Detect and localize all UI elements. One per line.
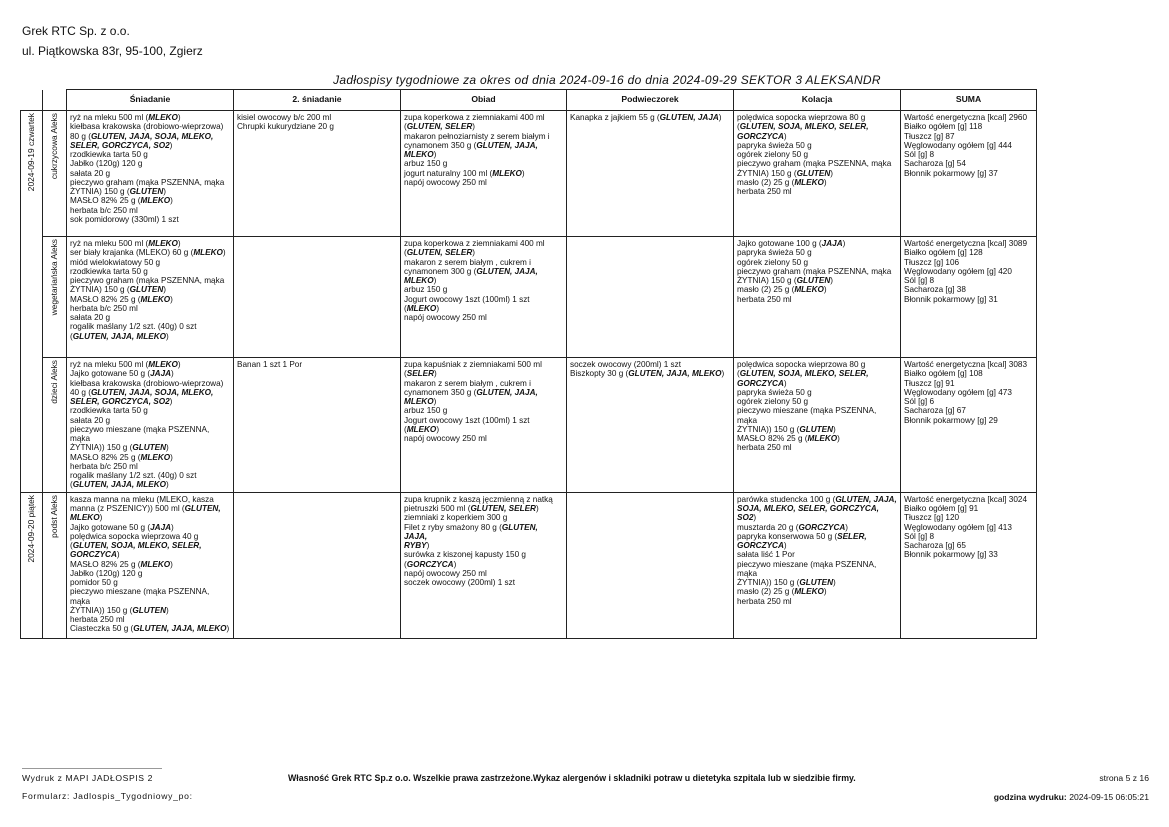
nutrition-summary-cell — [901, 492, 1037, 638]
meal-cell — [234, 358, 401, 493]
header-blank — [43, 90, 67, 111]
allergen-label: MLEKO — [794, 587, 824, 597]
table-row — [21, 492, 1037, 638]
nutrition-line: Białko ogółem [g] 128 — [904, 248, 983, 258]
meal-item-line: (GLUTEN, SELER) — [404, 248, 475, 258]
meal-item-line: herbata 250 ml — [70, 615, 125, 625]
meal-item-line: cynamonem 300 g (GLUTEN, JAJA, — [404, 266, 538, 276]
meal-item-line: herbata 250 ml — [737, 443, 792, 453]
meal-item-line: Jogurt owocowy 1szt (100ml) 1 szt (MLEKO) — [404, 415, 530, 434]
diet-cell — [43, 111, 67, 237]
meal-item-line: ryż na mleku 500 ml (MLEKO) — [70, 239, 181, 248]
meal-cell — [734, 492, 901, 638]
meal-item-line: MLEKO) — [404, 276, 437, 286]
meal-item-line: (GLUTEN, SOJA, MLEKO, SELER, — [70, 541, 202, 551]
meal-item-line: SELER, GORCZYCA, SO2) — [70, 140, 173, 150]
allergen-label: GLUTEN, JAJA, — [835, 494, 897, 504]
meal-item-line: sałata 20 g — [70, 313, 111, 323]
allergen-label: MLEKO — [140, 452, 171, 462]
meal-item-line: ŻYTNIA) 150 g (GLUTEN) — [737, 168, 834, 178]
meal-cell — [567, 237, 734, 358]
meal-item-line: miód wielokwiatowy 50 g — [70, 257, 161, 267]
nutrition-line: Węglowodany ogółem [g] 444 — [904, 140, 1012, 150]
meal-item-line: MASŁO 82% 25 g (MLEKO) — [737, 434, 840, 444]
allergen-label: GLUTEN, SELER — [406, 122, 473, 132]
footer-form-name: Formularz: Jadlospis_Tygodniowy_po: — [22, 791, 193, 801]
meal-item-line: ŻYTNIA)) 150 g (GLUTEN) — [70, 605, 169, 615]
meal-item-line: zupa koperkowa z ziemniakami 400 ml — [404, 239, 545, 248]
meal-item-line: rogalik maślany 1/2 szt. (40g) 0 szt — [70, 471, 197, 481]
nutrition-line: Wartość energetyczna [kcal] 2960 — [904, 113, 1028, 122]
meal-item-line: polędwica sopocka wieprzowa 80 g — [737, 360, 866, 369]
diet-name: wegetariańska Aleks — [48, 239, 59, 316]
meal-item-line: napój owocowy 250 ml — [404, 177, 487, 187]
allergen-label: GLUTEN, SOJA, MLEKO, SELER, — [72, 541, 202, 551]
meal-item-line: Chrupki kukurydziane 20 g — [237, 122, 334, 132]
meal-item-line: rzodkiewka tarta 50 g — [70, 266, 148, 276]
meal-item-line: (GLUTEN, JAJA, MLEKO) — [70, 331, 169, 341]
meal-item-line: jogurt naturalny 100 ml (MLEKO) — [404, 168, 525, 178]
meal-item-line — [737, 504, 897, 513]
allergen-label: JAJA — [150, 369, 172, 379]
meal-item-line: (GORCZYCA) — [404, 559, 457, 569]
allergen-label: GLUTEN, JAJA, SOJA, MLEKO, — [90, 387, 214, 397]
meal-item-line: kiełbasa krakowska (drobiowo-wieprzowa) — [70, 122, 224, 132]
allergen-label: GLUTEN, JAJA, SOJA, MLEKO, — [90, 131, 214, 141]
meal-item-line: rogalik maślany 1/2 szt. (40g) 0 szt — [70, 322, 197, 332]
allergen-label: GLUTEN, SOJA, MLEKO, SELER, — [739, 122, 869, 132]
allergen-label: GLUTEN, JAJA, MLEKO — [133, 624, 227, 634]
meal-item-line: GORCZYCA) — [737, 541, 787, 551]
allergen-label: SELER, — [837, 531, 867, 541]
meal-item-line: Filet z ryby smażony 80 g (GLUTEN, JAJA, — [404, 522, 538, 541]
allergen-label: SELER, GORCZYCA, SO2 — [70, 140, 170, 150]
allergen-label: GLUTEN — [799, 578, 834, 588]
diet-name: podst Aleks — [48, 494, 59, 538]
meal-item-line: MASŁO 82% 25 g (MLEKO) — [70, 196, 173, 206]
allergen-label: GORCZYCA — [737, 378, 784, 388]
meal-item-line: papryka konserwowa 50 g (SELER, — [737, 531, 867, 541]
meal-item-line: arbuz 150 g — [404, 159, 448, 169]
meal-cell — [567, 358, 734, 493]
meal-item-line: ŻYTNIA) 150 g (GLUTEN) — [737, 276, 834, 286]
day-date: 2024-09-19 czwartek — [25, 113, 36, 192]
meal-item-line: MLEKO) — [404, 150, 437, 160]
table-row — [21, 358, 1037, 493]
meal-item-line: herbata b/c 250 ml — [70, 205, 138, 215]
meal-item-line: Kanapka z jajkiem 55 g (GLUTEN, JAJA) — [570, 113, 722, 122]
allergen-label: GLUTEN, JAJA, MLEKO — [72, 331, 166, 341]
table-row — [21, 237, 1037, 358]
meal-item-line: makaron z serem białym , cukrem i — [404, 378, 531, 388]
meal-item-line: ogórek zielony 50 g — [737, 397, 809, 407]
print-time-label: godzina wydruku: — [993, 792, 1067, 802]
allergen-label: GLUTEN, SOJA, MLEKO, SELER, — [739, 369, 869, 379]
meal-cell — [67, 492, 234, 638]
allergen-label: GLUTEN, JAJA, MLEKO — [72, 480, 166, 490]
meal-item-line: kasza manna na mleku (MLEKO, kasza — [70, 494, 214, 504]
allergen-label: MLEKO — [70, 513, 100, 523]
allergen-label: MLEKO — [193, 248, 223, 258]
nutrition-line: Tłuszcz [g] 106 — [904, 257, 960, 267]
nutrition-line: Białko ogółem [g] 118 — [904, 122, 983, 132]
meal-item-line: Jajko gotowane 50 g (JAJA) — [70, 369, 174, 379]
meal-item-line: ŻYTNIA)) 150 g (GLUTEN) — [70, 443, 169, 453]
meal-item-line: MASŁO 82% 25 g (MLEKO) — [70, 452, 173, 462]
footer-copyright: Własność Grek RTC Sp.z o.o. Wszelkie prawa zastrzeżone.Wykaz alergenów i skladniki potraw u dietetyka szpitala lub w siedzibie firmy. — [288, 773, 856, 783]
allergen-label: SELER — [406, 369, 435, 379]
company-name: Grek RTC Sp. z o.o. — [22, 24, 130, 38]
nutrition-line: Wartość energetyczna [kcal] 3083 — [904, 360, 1028, 369]
meal-cell — [67, 358, 234, 493]
allergen-label: MLEKO — [140, 196, 171, 206]
meal-item-line: herbata b/c 250 ml — [70, 303, 138, 313]
meal-item-line: Jajko gotowane 50 g (JAJA) — [70, 522, 174, 532]
day-date-cell — [21, 111, 43, 493]
nutrition-line: Węglowodany ogółem [g] 413 — [904, 522, 1012, 532]
meal-cell — [734, 358, 901, 493]
meal-item-line: parówka studencka 100 g (GLUTEN, JAJA, — [737, 494, 897, 504]
meal-item-line: (GLUTEN, JAJA, MLEKO) — [70, 480, 169, 490]
nutrition-line: Sacharoza [g] 65 — [904, 541, 966, 551]
meal-item-line: pieczywo graham (mąka PSZENNA, mąka — [70, 177, 225, 187]
allergen-label: GLUTEN — [799, 424, 834, 434]
meal-item-line: pomidor 50 g — [70, 578, 118, 588]
document-title: Jadłospisy tygodniowe za okres od dnia 2024-09-16 do dnia 2024-09-29 SEKTOR 3 ALEKSANDR — [333, 73, 881, 87]
allergen-label: GLUTEN, JAJA, — [404, 522, 538, 541]
meal-item-line: (GLUTEN, SELER) — [404, 122, 475, 132]
meal-item-line: musztarda 20 g (GORCZYCA) — [737, 522, 849, 532]
allergen-label: GORCZYCA — [737, 541, 784, 551]
meal-cell — [67, 237, 234, 358]
meal-item-line: sałata 20 g — [70, 168, 111, 178]
nutrition-line: Sól [g] 6 — [904, 397, 935, 407]
nutrition-line: Białko ogółem [g] 108 — [904, 369, 983, 379]
print-time — [994, 792, 1149, 802]
meal-item-line: sałata 20 g — [70, 415, 111, 425]
allergen-label: MLEKO — [140, 559, 171, 569]
meal-item-line: soczek owocowy (200ml) 1 szt — [570, 360, 682, 369]
meal-cell — [734, 237, 901, 358]
meal-item-line: papryka świeża 50 g — [737, 387, 812, 397]
meal-item-line: kisiel owocowy b/c 200 ml — [237, 113, 332, 122]
meal-item-line: (GLUTEN, SOJA, MLEKO, SELER, — [737, 122, 869, 132]
meal-item-line: ŻYTNIA) 150 g (GLUTEN) — [70, 285, 167, 295]
allergen-label: MLEKO — [794, 285, 824, 295]
allergen-label: GORCZYCA — [798, 522, 846, 532]
meal-item-line: masło (2) 25 g (MLEKO) — [737, 587, 827, 597]
meal-cell — [567, 492, 734, 638]
day-date-cell — [21, 492, 43, 638]
meal-item-line: papryka świeża 50 g — [737, 248, 812, 258]
meal-item-line: ser biały krajanka (MLEKO) 60 g (MLEKO) — [70, 248, 226, 258]
nutrition-summary-cell — [901, 358, 1037, 493]
meal-item-line: napój owocowy 250 ml — [404, 313, 487, 323]
allergen-label: GLUTEN — [129, 285, 164, 295]
header-blank — [21, 90, 43, 111]
allergen-label: MLEKO — [148, 239, 178, 248]
allergen-label: GORCZYCA — [70, 550, 117, 560]
meal-item-line: soczek owocowy (200ml) 1 szt — [404, 578, 516, 588]
meal-item-line: 40 g (GLUTEN, JAJA, SOJA, MLEKO, — [70, 387, 214, 397]
allergen-label: GORCZYCA — [406, 559, 454, 569]
diet-name: cukrzycowa Aleks — [48, 113, 59, 180]
meal-item-line: Biszkopty 30 g (GLUTEN, JAJA, MLEKO) — [570, 369, 725, 379]
column-header: Podwieczorek — [567, 90, 734, 111]
meal-item-line: cynamonem 350 g (GLUTEN, JAJA, — [404, 387, 538, 397]
page-number: strona 5 z 16 — [1099, 773, 1149, 783]
meal-item-line: polędwica sopocka wieprzowa 40 g — [70, 531, 199, 541]
nutrition-line: Wartość energetyczna [kcal] 3024 — [904, 494, 1028, 504]
nutrition-line: Węglowodany ogółem [g] 473 — [904, 387, 1012, 397]
diet-cell — [43, 237, 67, 358]
meal-item-line: GORCZYCA) — [70, 550, 120, 560]
allergen-label: GLUTEN, — [184, 503, 221, 513]
allergen-label: JAJA — [150, 522, 172, 532]
meal-item-line: Ciasteczka 50 g (GLUTEN, JAJA, MLEKO) — [70, 624, 230, 634]
nutrition-line: Sacharoza [g] 38 — [904, 285, 966, 295]
diet-cell — [43, 358, 67, 493]
allergen-label: MLEKO — [492, 168, 522, 178]
meal-item-line: makaron z serem białym , cukrem i — [404, 257, 531, 267]
meal-item-line: herbata 250 ml — [737, 187, 792, 197]
meal-item-line: zupa kapuśniak z ziemniakami 500 ml — [404, 360, 542, 369]
diet-name: dzieci Aleks — [48, 360, 59, 404]
allergen-label: GLUTEN, JAJA — [659, 113, 719, 122]
meal-item-line: herbata 250 ml — [737, 596, 792, 606]
day-date: 2024-09-20 piątek — [25, 494, 36, 563]
meal-item-line: ryż na mleku 500 ml (MLEKO) — [70, 360, 181, 369]
allergen-label: GLUTEN — [132, 605, 167, 615]
meal-item-line: arbuz 150 g — [404, 285, 448, 295]
meal-item-line: MASŁO 82% 25 g (MLEKO) — [70, 559, 173, 569]
allergen-label: SOJA, MLEKO, SELER, GORCZYCA, — [737, 503, 879, 513]
company-address: ul. Piątkowska 83r, 95-100, Zgierz — [22, 44, 203, 58]
allergen-label: MLEKO — [140, 294, 171, 304]
meal-cell — [734, 111, 901, 237]
column-header: Obiad — [401, 90, 567, 111]
footer-print-source: Wydruk z MAPI JADŁOSPIS 2 — [22, 773, 153, 783]
print-time-value: 2024-09-15 06:05:21 — [1069, 792, 1149, 802]
meal-item-line: MASŁO 82% 25 g (MLEKO) — [70, 294, 173, 304]
allergen-label: MLEKO — [148, 360, 178, 369]
allergen-label: GLUTEN — [796, 168, 831, 178]
nutrition-line: Sacharoza [g] 54 — [904, 159, 966, 169]
meal-item-line: SO2) — [737, 513, 757, 523]
allergen-label: GLUTEN, JAJA, — [476, 387, 538, 397]
allergen-label: MLEKO — [406, 424, 437, 434]
meal-item-line: pieczywo mieszane (mąka PSZENNA, mąka — [70, 424, 210, 444]
meal-item-line: ryż na mleku 500 ml (MLEKO) — [70, 113, 181, 122]
meal-item-line: sałata liść 1 Por — [737, 550, 795, 560]
meal-item-line: pieczywo graham (mąka PSZENNA, mąka — [737, 159, 892, 169]
allergen-label: MLEKO — [406, 303, 437, 313]
table-row — [21, 111, 1037, 237]
nutrition-summary-cell — [901, 111, 1037, 237]
meal-item-line: MLEKO) — [404, 397, 437, 407]
nutrition-line: Sól [g] 8 — [904, 276, 935, 286]
meal-cell — [401, 237, 567, 358]
nutrition-line: Błonnik pokarmowy [g] 29 — [904, 415, 998, 425]
footer-divider — [22, 768, 162, 769]
meal-item-line: polędwica sopocka wieprzowa 80 g — [737, 113, 866, 122]
meal-item-line: rzodkiewka tarta 50 g — [70, 150, 148, 160]
meal-item-line: zupa koperkowa z ziemniakami 400 ml — [404, 113, 545, 122]
meal-cell — [401, 358, 567, 493]
meal-item-line: masło (2) 25 g (MLEKO) — [737, 177, 827, 187]
allergen-label: MLEKO — [148, 113, 178, 122]
meal-cell — [567, 111, 734, 237]
meal-item-line: (GLUTEN, SOJA, MLEKO, SELER, — [737, 369, 869, 379]
meal-item-line: cynamonem 350 g (GLUTEN, JAJA, — [404, 140, 538, 150]
allergen-label: GLUTEN, SELER — [470, 503, 536, 513]
meal-item-line: napój owocowy 250 ml — [404, 434, 487, 444]
meal-cell — [67, 111, 234, 237]
meal-item-line: ogórek zielony 50 g — [737, 150, 809, 160]
allergen-label: GLUTEN, JAJA, — [476, 266, 538, 276]
meal-item-line: pieczywo mieszane (mąka PSZENNA, mąka — [737, 559, 877, 578]
meal-item-line: papryka świeża 50 g — [737, 140, 812, 150]
meal-item-line: kiełbasa krakowska (drobiowo-wieprzowa) — [70, 378, 224, 388]
nutrition-line: Wartość energetyczna [kcal] 3089 — [904, 239, 1028, 248]
meal-item-line: ŻYTNIA)) 150 g (GLUTEN) — [737, 424, 836, 434]
meal-item-line: 80 g (GLUTEN, JAJA, SOJA, MLEKO, — [70, 131, 214, 141]
meal-cell — [234, 111, 401, 237]
meal-item-line: ŻYTNIA) 150 g (GLUTEN) — [70, 187, 167, 197]
nutrition-line: Tłuszcz [g] 87 — [904, 131, 955, 141]
allergen-label: GLUTEN — [129, 187, 164, 197]
allergen-label: RYBY — [404, 541, 427, 551]
meal-item-line: arbuz 150 g — [404, 406, 448, 416]
meal-item-line: zupa krupnik z kaszą jęczmienną z natką — [404, 494, 553, 504]
meal-item-line: MLEKO) — [70, 513, 103, 523]
allergen-label: MLEKO — [807, 434, 838, 444]
meal-item-line: Jabłko (120g) 120 g — [70, 159, 143, 169]
meal-item-line: Jogurt owocowy 1szt (100ml) 1 szt (MLEKO) — [404, 294, 530, 313]
meal-item-line: GORCZYCA) — [737, 378, 787, 388]
nutrition-line: Sól [g] 8 — [904, 150, 935, 160]
meal-item-line: pietruszki 500 ml (GLUTEN, SELER) — [404, 503, 539, 513]
allergen-label: GLUTEN, JAJA, MLEKO — [628, 369, 722, 379]
meal-item-line: ŻYTNIA)) 150 g (GLUTEN) — [737, 578, 836, 588]
nutrition-line: Tłuszcz [g] 120 — [904, 513, 960, 523]
meal-item-line: Banan 1 szt 1 Por — [237, 360, 303, 369]
nutrition-line: Sacharoza [g] 67 — [904, 406, 966, 416]
meal-item-line: manna (z PSZENICY)) 500 ml (GLUTEN, — [70, 503, 221, 513]
meal-item-line: rzodkiewka tarta 50 g — [70, 406, 148, 416]
meal-item-line: herbata b/c 250 ml — [70, 461, 138, 471]
meal-cell — [234, 237, 401, 358]
nutrition-line: Błonnik pokarmowy [g] 31 — [904, 294, 998, 304]
nutrition-line: Węglowodany ogółem [g] 420 — [904, 266, 1012, 276]
meal-item-line: Jabłko (120g) 120 g — [70, 568, 143, 578]
meal-item-line: pieczywo mieszane (mąka PSZENNA, mąka — [70, 587, 210, 606]
meal-item-line: GORCZYCA) — [737, 131, 787, 141]
table-header-row — [21, 90, 1037, 111]
meal-item-line: herbata 250 ml — [737, 294, 792, 304]
meal-item-line: surówka z kiszonej kapusty 150 g — [404, 550, 526, 560]
nutrition-line: Błonnik pokarmowy [g] 33 — [904, 550, 998, 560]
meal-item-line: sok pomidorowy (330ml) 1 szt — [70, 214, 179, 224]
meal-cell — [401, 492, 567, 638]
meal-cell — [401, 111, 567, 237]
nutrition-line: Sól [g] 8 — [904, 531, 935, 541]
menu-table — [20, 89, 1037, 639]
allergen-label: MLEKO — [794, 177, 824, 187]
meal-item-line: ogórek zielony 50 g — [737, 257, 809, 267]
allergen-label: MLEKO — [404, 397, 434, 407]
column-header: SUMA — [901, 90, 1037, 111]
meal-item-line: napój owocowy 250 ml — [404, 568, 487, 578]
allergen-label: GLUTEN, SELER — [406, 248, 473, 258]
allergen-label: GLUTEN, JAJA, — [476, 140, 538, 150]
nutrition-line: Błonnik pokarmowy [g] 37 — [904, 168, 998, 178]
allergen-label: GLUTEN — [132, 443, 167, 453]
allergen-label: SO2 — [737, 513, 754, 523]
allergen-label: SELER, GORCZYCA, SO2 — [70, 397, 170, 407]
meal-item-line: (SELER) — [404, 369, 437, 379]
allergen-label: JAJA — [821, 239, 843, 248]
allergen-label: GLUTEN — [796, 276, 831, 286]
meal-item-line: Jajko gotowane 100 g (JAJA) — [737, 239, 846, 248]
meal-item-line: ziemniaki z koperkiem 300 g — [404, 513, 508, 523]
nutrition-summary-cell — [901, 237, 1037, 358]
meal-item-line: pieczywo graham (mąka PSZENNA, mąka — [70, 276, 225, 286]
column-header: Śniadanie — [67, 90, 234, 111]
meal-item-line: pieczywo graham (mąka PSZENNA, mąka — [737, 266, 892, 276]
meal-item-line: makaron pełnoziarnisty z serem białym i — [404, 131, 550, 141]
diet-cell — [43, 492, 67, 638]
allergen-label: MLEKO — [404, 276, 434, 286]
meal-item-line: SELER, GORCZYCA, SO2) — [70, 397, 173, 407]
allergen-label: GORCZYCA — [737, 131, 784, 141]
meal-item-line: pieczywo mieszane (mąka PSZENNA, mąka — [737, 406, 877, 425]
column-header: Kolacja — [734, 90, 901, 111]
meal-item-line: RYBY) — [404, 541, 430, 551]
column-header: 2. śniadanie — [234, 90, 401, 111]
nutrition-line: Tłuszcz [g] 91 — [904, 378, 955, 388]
nutrition-line: Białko ogółem [g] 91 — [904, 503, 979, 513]
meal-item-line: masło (2) 25 g (MLEKO) — [737, 285, 827, 295]
meal-cell — [234, 492, 401, 638]
allergen-label: MLEKO — [404, 150, 434, 160]
